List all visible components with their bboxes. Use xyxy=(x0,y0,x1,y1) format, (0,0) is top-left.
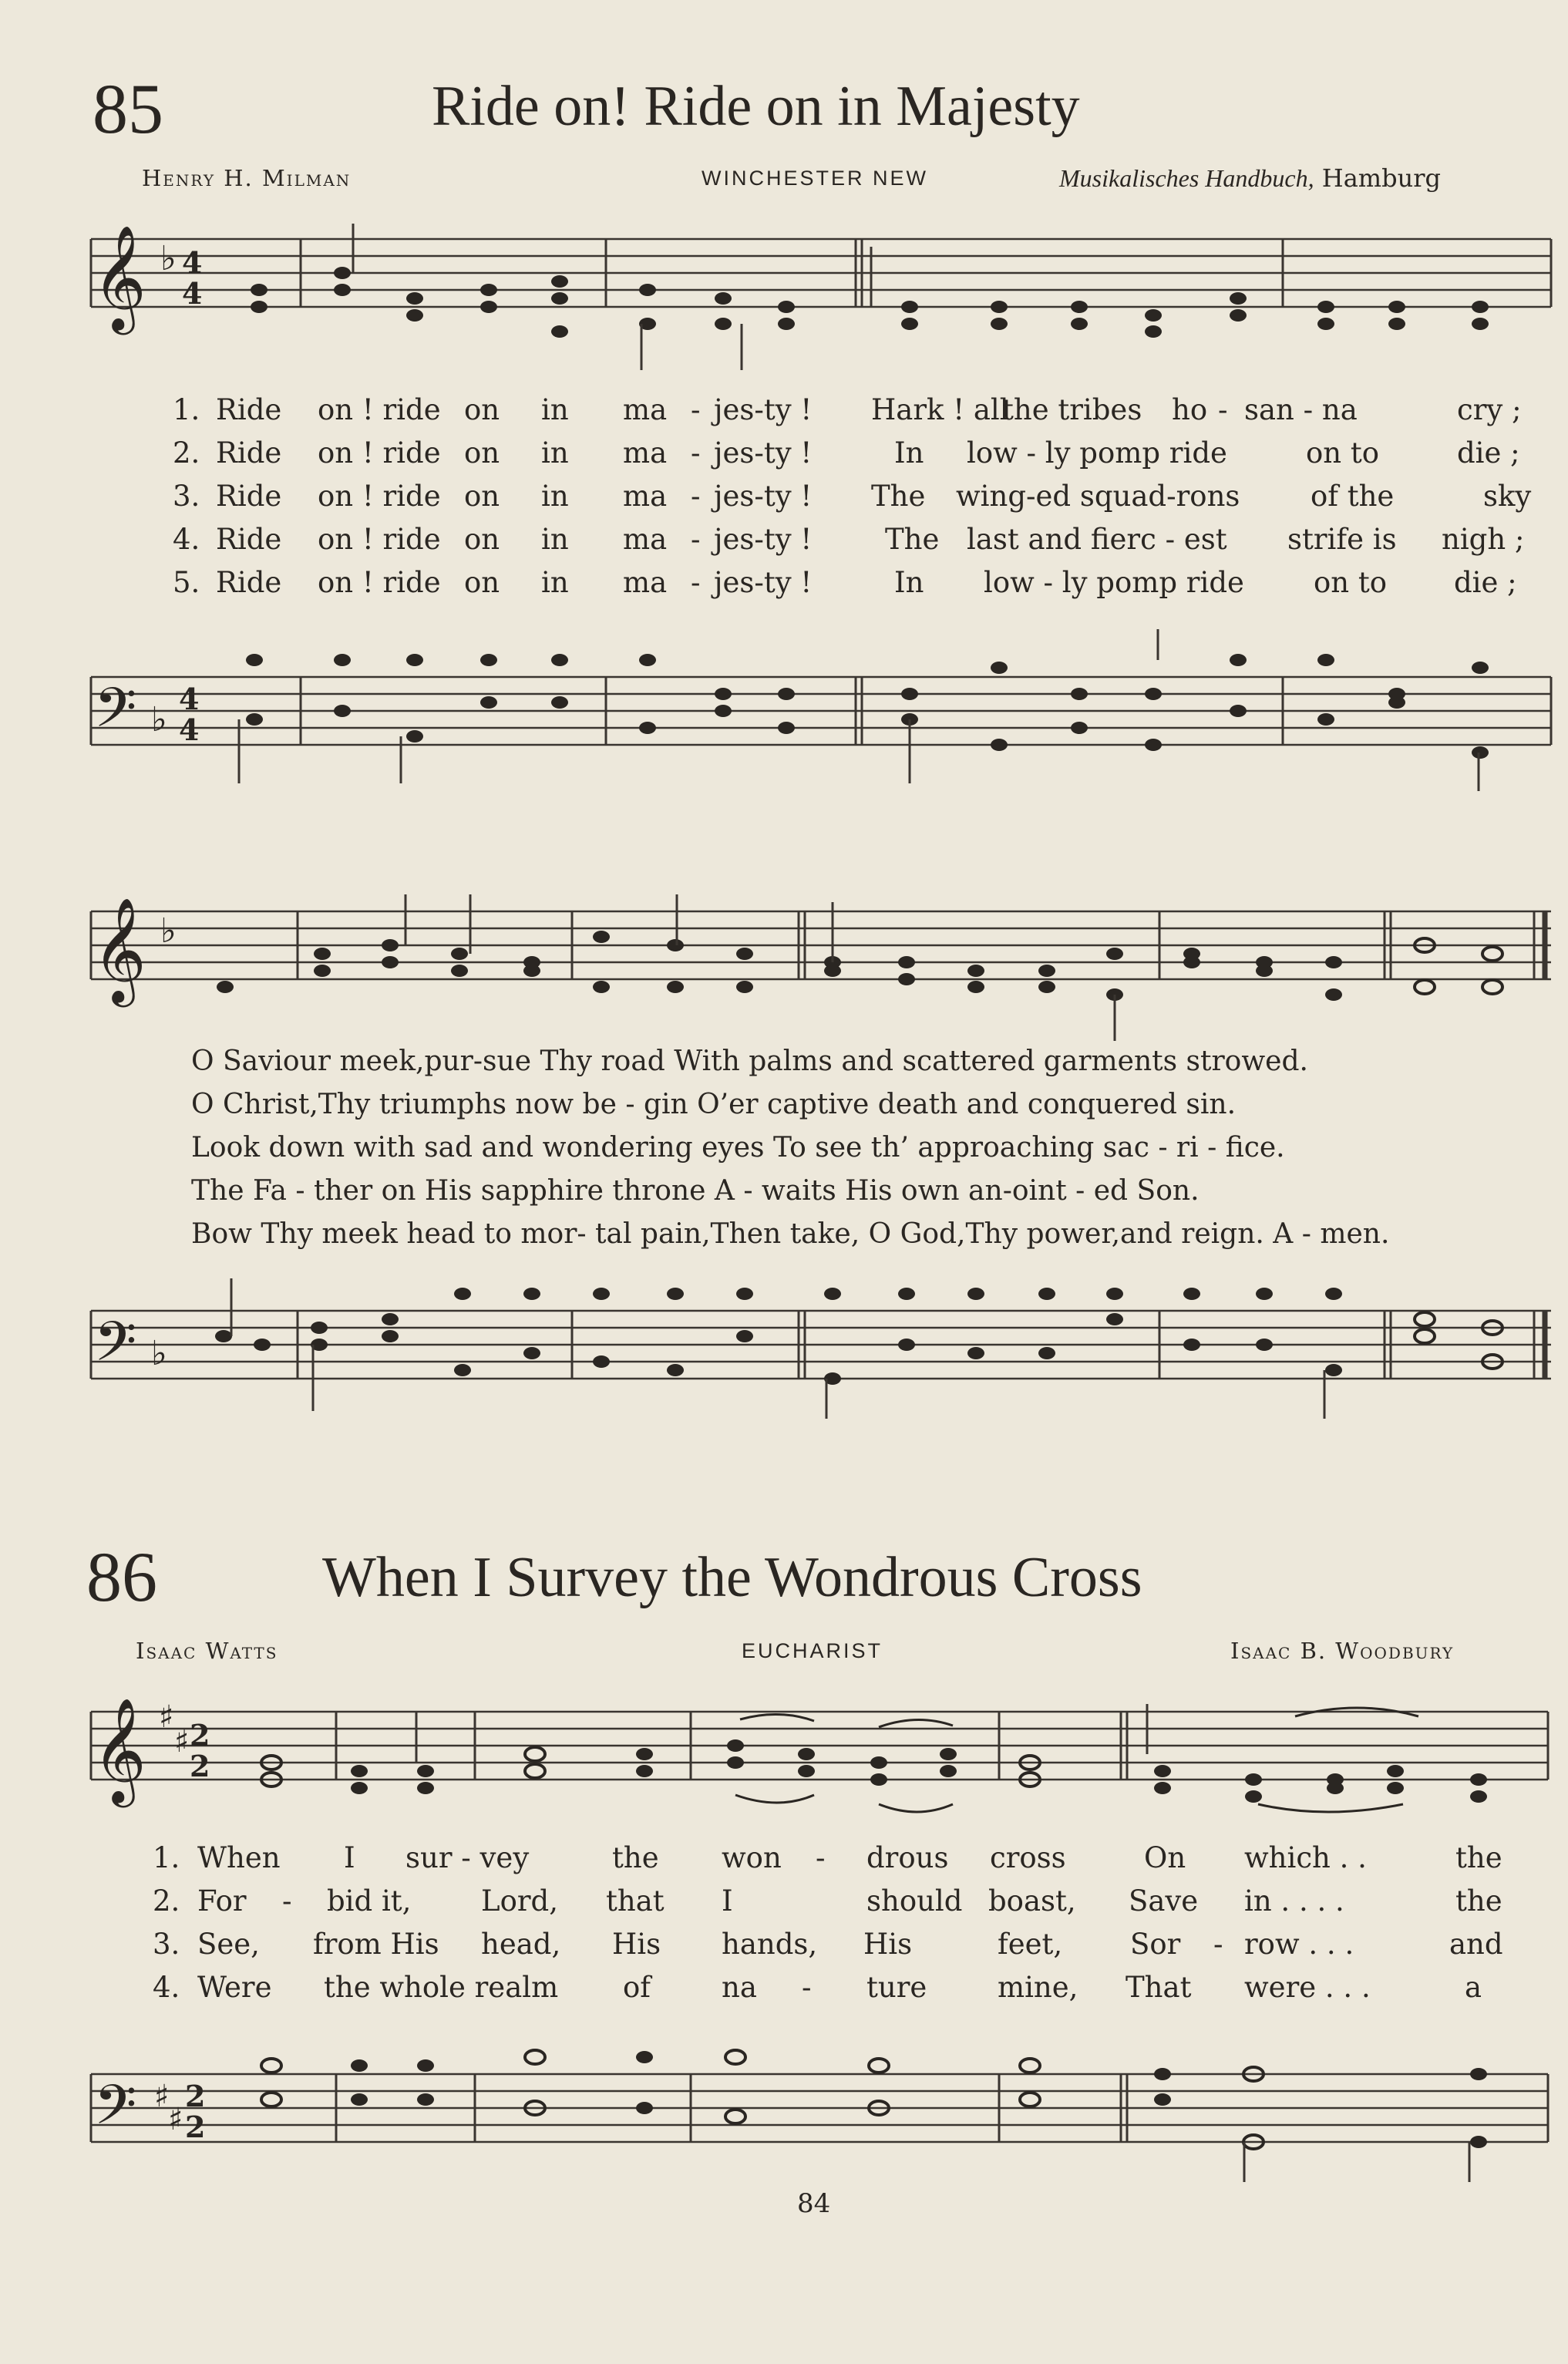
syllable: die ; xyxy=(1457,436,1520,470)
page-number: 84 xyxy=(797,2188,831,2219)
syllable: drous xyxy=(866,1841,949,1874)
notes xyxy=(261,2050,1487,2149)
notes xyxy=(215,1288,1502,1385)
hymn-85-treble-staff-2 xyxy=(0,887,1568,1041)
syllable: on to xyxy=(1314,566,1388,599)
syllable: jes-ty ! xyxy=(714,566,813,599)
hymn-85-tune: WINCHESTER NEW xyxy=(702,167,928,190)
hyphen: - xyxy=(1218,393,1228,426)
notes xyxy=(261,1739,1487,1803)
syllable: His xyxy=(612,1928,661,1961)
syllable: sur - vey xyxy=(405,1841,530,1874)
syllable: jes-ty ! xyxy=(714,480,813,513)
syllable: on xyxy=(464,523,500,556)
syllable: of the xyxy=(1311,480,1395,513)
hymn-85-number: 85 xyxy=(93,69,163,148)
staff-lines xyxy=(91,2074,1548,2142)
hymn-86-title: When I Survey the Wondrous Cross xyxy=(322,1546,1142,1609)
syllable: jes-ty ! xyxy=(714,523,813,556)
syllable: Ride xyxy=(216,480,282,513)
hymn-86-author: Isaac Watts xyxy=(136,1638,278,1664)
syllable: Ride xyxy=(216,566,282,599)
staff-lines xyxy=(91,1712,1548,1780)
key-sharp: ♯ xyxy=(159,1699,174,1735)
time-sig-top: 2 xyxy=(190,1718,210,1753)
syllable: and xyxy=(1449,1928,1503,1961)
syllable: sky xyxy=(1483,480,1532,513)
hyphen: - xyxy=(1213,1928,1223,1961)
syllable: die ; xyxy=(1454,566,1517,599)
verse-number: 2. xyxy=(173,436,200,470)
stems xyxy=(405,894,1115,1041)
key-sharp: ♯ xyxy=(154,2079,170,2114)
stems-and-ties xyxy=(416,1704,1418,1812)
verse-number: 3. xyxy=(153,1928,180,1961)
stems xyxy=(353,224,1283,370)
notes xyxy=(251,267,1489,338)
syllable: won xyxy=(722,1841,782,1874)
syllable: that xyxy=(606,1884,665,1918)
hymn-86-bass-staff xyxy=(0,2036,1568,2190)
syllable: jes-ty ! xyxy=(714,436,813,470)
hyphen: - xyxy=(691,523,701,556)
syllable: the xyxy=(1455,1884,1502,1918)
syllable: Ride xyxy=(216,393,282,426)
syllable: in xyxy=(541,393,569,426)
syllable: hands, xyxy=(722,1928,818,1961)
syllable: Ride xyxy=(216,436,282,470)
verse-number: 4. xyxy=(173,523,200,556)
key-flat: ♭ xyxy=(151,1334,167,1373)
syllable: Lord, xyxy=(481,1884,558,1918)
time-sig-top: 4 xyxy=(182,245,203,280)
verse-number: 2. xyxy=(153,1884,180,1918)
hymn-85-verse-5-cont: Bow Thy meek head to mor- tal pain,Then take, O God,Thy power,and reign. A - men. xyxy=(191,1218,1390,1250)
hyphen: - xyxy=(691,393,701,426)
syllable: ture xyxy=(866,1971,927,2004)
verse-number: 3. xyxy=(173,480,200,513)
syllable: on ! ride xyxy=(318,436,441,470)
notes xyxy=(217,931,1502,1001)
syllable: row . . . xyxy=(1244,1928,1354,1961)
hymn-86-composer: Isaac B. Woodbury xyxy=(1230,1638,1455,1664)
syllable: in xyxy=(541,523,569,556)
hymn-86-number: 86 xyxy=(86,1537,157,1616)
syllable: the xyxy=(612,1841,659,1874)
syllable: on ! ride xyxy=(318,566,441,599)
syllable: strife is xyxy=(1287,523,1397,556)
time-sig-bottom: 4 xyxy=(179,712,200,747)
hymn-85-bass-staff-1 xyxy=(0,645,1568,799)
syllable: ma xyxy=(623,393,668,426)
key-flat: ♭ xyxy=(160,911,177,951)
bass-clef: 𝄢 xyxy=(94,676,137,753)
syllable: low - ly pomp ride xyxy=(967,436,1227,470)
syllable: See, xyxy=(197,1928,260,1961)
syllable: on ! ride xyxy=(318,523,441,556)
syllable: ma xyxy=(623,566,668,599)
time-sig-top: 2 xyxy=(185,2079,206,2113)
key-flat: ♭ xyxy=(160,239,177,278)
syllable: low - ly pomp ride xyxy=(984,566,1244,599)
syllable: the whole realm xyxy=(324,1971,559,2004)
treble-clef: 𝄞 xyxy=(93,896,146,1002)
syllable: His xyxy=(863,1928,913,1961)
staff-lines xyxy=(91,239,1551,307)
syllable: ma xyxy=(623,480,668,513)
syllable: Were xyxy=(197,1971,272,2004)
hyphen: - xyxy=(691,480,701,513)
syllable: on to xyxy=(1306,436,1380,470)
syllable: head, xyxy=(481,1928,561,1961)
verse-number: 1. xyxy=(173,393,200,426)
syllable: on ! ride xyxy=(318,480,441,513)
syllable: na xyxy=(722,1971,757,2004)
syllable: the xyxy=(1455,1841,1502,1874)
syllable: ma xyxy=(623,436,668,470)
staff-lines xyxy=(91,677,1551,745)
syllable: on xyxy=(464,566,500,599)
hymn-85-source-city: Hamburg xyxy=(1321,163,1441,193)
notes xyxy=(246,654,1489,759)
syllable: feet, xyxy=(998,1928,1063,1961)
syllable: ma xyxy=(623,523,668,556)
hymn-85-verse-1-cont: O Saviour meek,pur-sue Thy road With palms and scattered garments strowed. xyxy=(191,1046,1308,1077)
time-sig-top: 4 xyxy=(179,682,200,716)
syllable: in xyxy=(541,436,569,470)
syllable: on xyxy=(464,480,500,513)
key-sharp: ♯ xyxy=(168,2102,183,2137)
key-flat: ♭ xyxy=(151,700,167,739)
hymn-85-verse-2-cont: O Christ,Thy triumphs now be - gin O’er captive death and conquered sin. xyxy=(191,1089,1237,1120)
syllable: in . . . . xyxy=(1244,1884,1344,1918)
syllable: of xyxy=(623,1971,651,2004)
syllable: wing-ed squad-rons xyxy=(956,480,1240,513)
hyphen: - xyxy=(816,1841,826,1874)
syllable: In xyxy=(894,566,924,599)
hymn-86-treble-staff xyxy=(0,1696,1568,1827)
syllable: Save xyxy=(1129,1884,1199,1918)
syllable: boast, xyxy=(988,1884,1076,1918)
syllable: For xyxy=(197,1884,247,1918)
syllable: jes-ty ! xyxy=(714,393,813,426)
stems xyxy=(1244,2142,1469,2182)
verse-number: 5. xyxy=(173,566,200,599)
syllable: Sor xyxy=(1130,1928,1181,1961)
syllable: Hark ! all xyxy=(871,393,1009,426)
bass-clef: 𝄢 xyxy=(94,2073,137,2150)
syllable: When xyxy=(197,1841,281,1874)
hyphen: - xyxy=(282,1884,292,1918)
hymn-86-tune: EUCHARIST xyxy=(742,1639,883,1662)
treble-clef: 𝄞 xyxy=(93,1696,146,1803)
syllable: On xyxy=(1144,1841,1186,1874)
syllable: The xyxy=(871,480,926,513)
time-sig-bottom: 2 xyxy=(185,2110,206,2144)
syllable: from His xyxy=(313,1928,439,1961)
syllable: san - na xyxy=(1244,393,1358,426)
syllable: The xyxy=(885,523,940,556)
staff-lines xyxy=(91,911,1551,979)
syllable: on xyxy=(464,436,500,470)
syllable: in xyxy=(541,480,569,513)
syllable: Ride xyxy=(216,523,282,556)
hymn-85-source xyxy=(1059,163,1441,193)
syllable: mine, xyxy=(998,1971,1078,2004)
syllable: last and fierc - est xyxy=(967,523,1227,556)
syllable: the tribes xyxy=(1002,393,1142,426)
syllable: In xyxy=(894,436,924,470)
syllable: nigh ; xyxy=(1442,523,1525,556)
hymn-85-author: Henry H. Milman xyxy=(142,165,352,191)
syllable: on ! ride xyxy=(318,393,441,426)
time-sig-bottom: 2 xyxy=(190,1749,210,1783)
hymn-85-source-book: Musikalisches Handbuch, xyxy=(1059,164,1314,192)
bass-clef: 𝄢 xyxy=(94,1310,137,1387)
hyphen: - xyxy=(802,1971,812,2004)
syllable: I xyxy=(344,1841,355,1874)
syllable: were . . . xyxy=(1244,1971,1371,2004)
syllable: ho xyxy=(1172,393,1208,426)
syllable: a xyxy=(1465,1971,1482,2004)
verse-number: 4. xyxy=(153,1971,180,2004)
syllable: which . . xyxy=(1244,1841,1367,1874)
hyphen: - xyxy=(691,436,701,470)
syllable: cross xyxy=(990,1841,1066,1874)
key-sharp: ♯ xyxy=(174,1724,190,1760)
syllable: I xyxy=(722,1884,733,1918)
time-sig-bottom: 4 xyxy=(182,276,203,311)
verse-number: 1. xyxy=(153,1841,180,1874)
syllable: cry ; xyxy=(1457,393,1522,426)
hymn-85-verse-3-cont: Look down with sad and wondering eyes To see th’ approaching sac - ri - fice. xyxy=(191,1132,1285,1163)
hyphen: - xyxy=(691,566,701,599)
syllable: That xyxy=(1126,1971,1192,2004)
hymn-85-title: Ride on! Ride on in Majesty xyxy=(432,75,1080,138)
hymn-85-treble-staff-1 xyxy=(0,224,1568,378)
syllable: in xyxy=(541,566,569,599)
syllable: on xyxy=(464,393,500,426)
hymn-85-verse-4-cont: The Fa - ther on His sapphire throne A - waits His own an-oint - ed Son. xyxy=(191,1175,1200,1207)
syllable: bid it, xyxy=(327,1884,412,1918)
syllable: should xyxy=(866,1884,963,1918)
treble-clef: 𝄞 xyxy=(93,224,146,330)
hymn-85-bass-staff-2 xyxy=(0,1272,1568,1426)
